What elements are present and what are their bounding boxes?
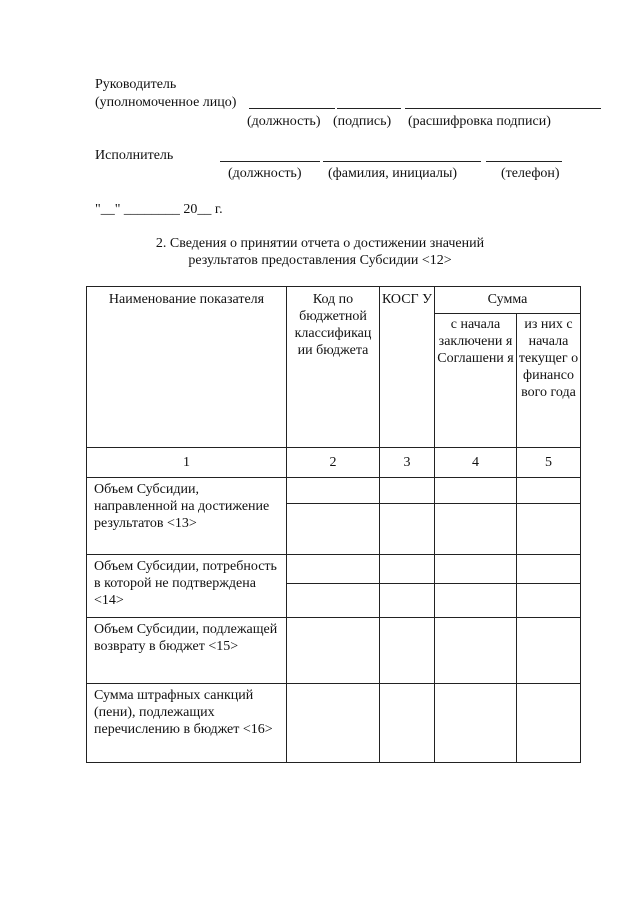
table-cell: [517, 504, 581, 555]
header-sum: Сумма: [435, 287, 581, 314]
table-cell: [380, 555, 435, 584]
section-title-line1: 2. Сведения о принятии отчета о достижении значений: [155, 236, 485, 251]
column-number: 3: [380, 448, 435, 478]
table-cell: [287, 478, 380, 504]
table-cell: [380, 478, 435, 504]
row-label: Объем Субсидии, подлежащей возврату в бюджет <15>: [87, 618, 287, 684]
head-decoding-caption: (расшифровка подписи): [408, 114, 551, 129]
table-cell: [517, 584, 581, 618]
table-cell: [380, 618, 435, 684]
row-label: Объем Субсидии, потребность в которой не подтверждена <14>: [87, 555, 287, 618]
executor-name-line: [323, 161, 481, 162]
head-position-line: [249, 108, 335, 109]
report-table: [86, 286, 581, 763]
table-cell: [435, 618, 517, 684]
executor-label: Исполнитель: [95, 148, 174, 163]
column-number: 2: [287, 448, 380, 478]
date-line: "__" ________ 20__ г.: [95, 202, 223, 217]
table-cell: [517, 478, 581, 504]
table-cell: [435, 684, 517, 763]
column-number: 1: [87, 448, 287, 478]
executor-position-line: [220, 161, 320, 162]
head-label: Руководитель: [95, 77, 177, 92]
column-number: 5: [517, 448, 581, 478]
table-cell: [517, 555, 581, 584]
table-cell: [517, 618, 581, 684]
table-cell: [287, 618, 380, 684]
header-since-agreement: с начала заключени я Соглашени я: [435, 314, 517, 448]
executor-phone-caption: (телефон): [501, 166, 560, 181]
table-cell: [517, 684, 581, 763]
executor-position-caption: (должность): [228, 166, 302, 181]
head-signature-caption: (подпись): [333, 114, 392, 129]
table-cell: [380, 584, 435, 618]
table-cell: [435, 478, 517, 504]
table-cell: [287, 504, 380, 555]
header-current-year: из них с начала текущег о финансо вого года: [517, 314, 581, 448]
header-indicator: Наименование показателя: [87, 287, 287, 448]
executor-phone-line: [486, 161, 562, 162]
table-cell: [287, 584, 380, 618]
row-label: Объем Субсидии, направленной на достижение результатов <13>: [87, 478, 287, 555]
table-cell: [380, 504, 435, 555]
header-budget-code: Код по бюджетной классификац ии бюджета: [287, 287, 380, 448]
section-title-line2: результатов предоставления Субсидии <12>: [188, 253, 452, 268]
row-label: Сумма штрафных санкций (пени), подлежащих перечислению в бюджет <16>: [87, 684, 287, 763]
head-position-caption: (должность): [247, 114, 321, 129]
table-cell: [435, 504, 517, 555]
table-cell: [435, 555, 517, 584]
executor-name-caption: (фамилия, инициалы): [328, 166, 458, 181]
table-cell: [380, 684, 435, 763]
table-cell: [287, 684, 380, 763]
head-decoding-line: [405, 108, 601, 109]
head-sublabel: (уполномоченное лицо): [95, 95, 237, 110]
head-signature-line: [337, 108, 401, 109]
table-cell: [435, 584, 517, 618]
table-cell: [287, 555, 380, 584]
header-kosgu: КОСГ У: [380, 287, 435, 448]
column-number: 4: [435, 448, 517, 478]
